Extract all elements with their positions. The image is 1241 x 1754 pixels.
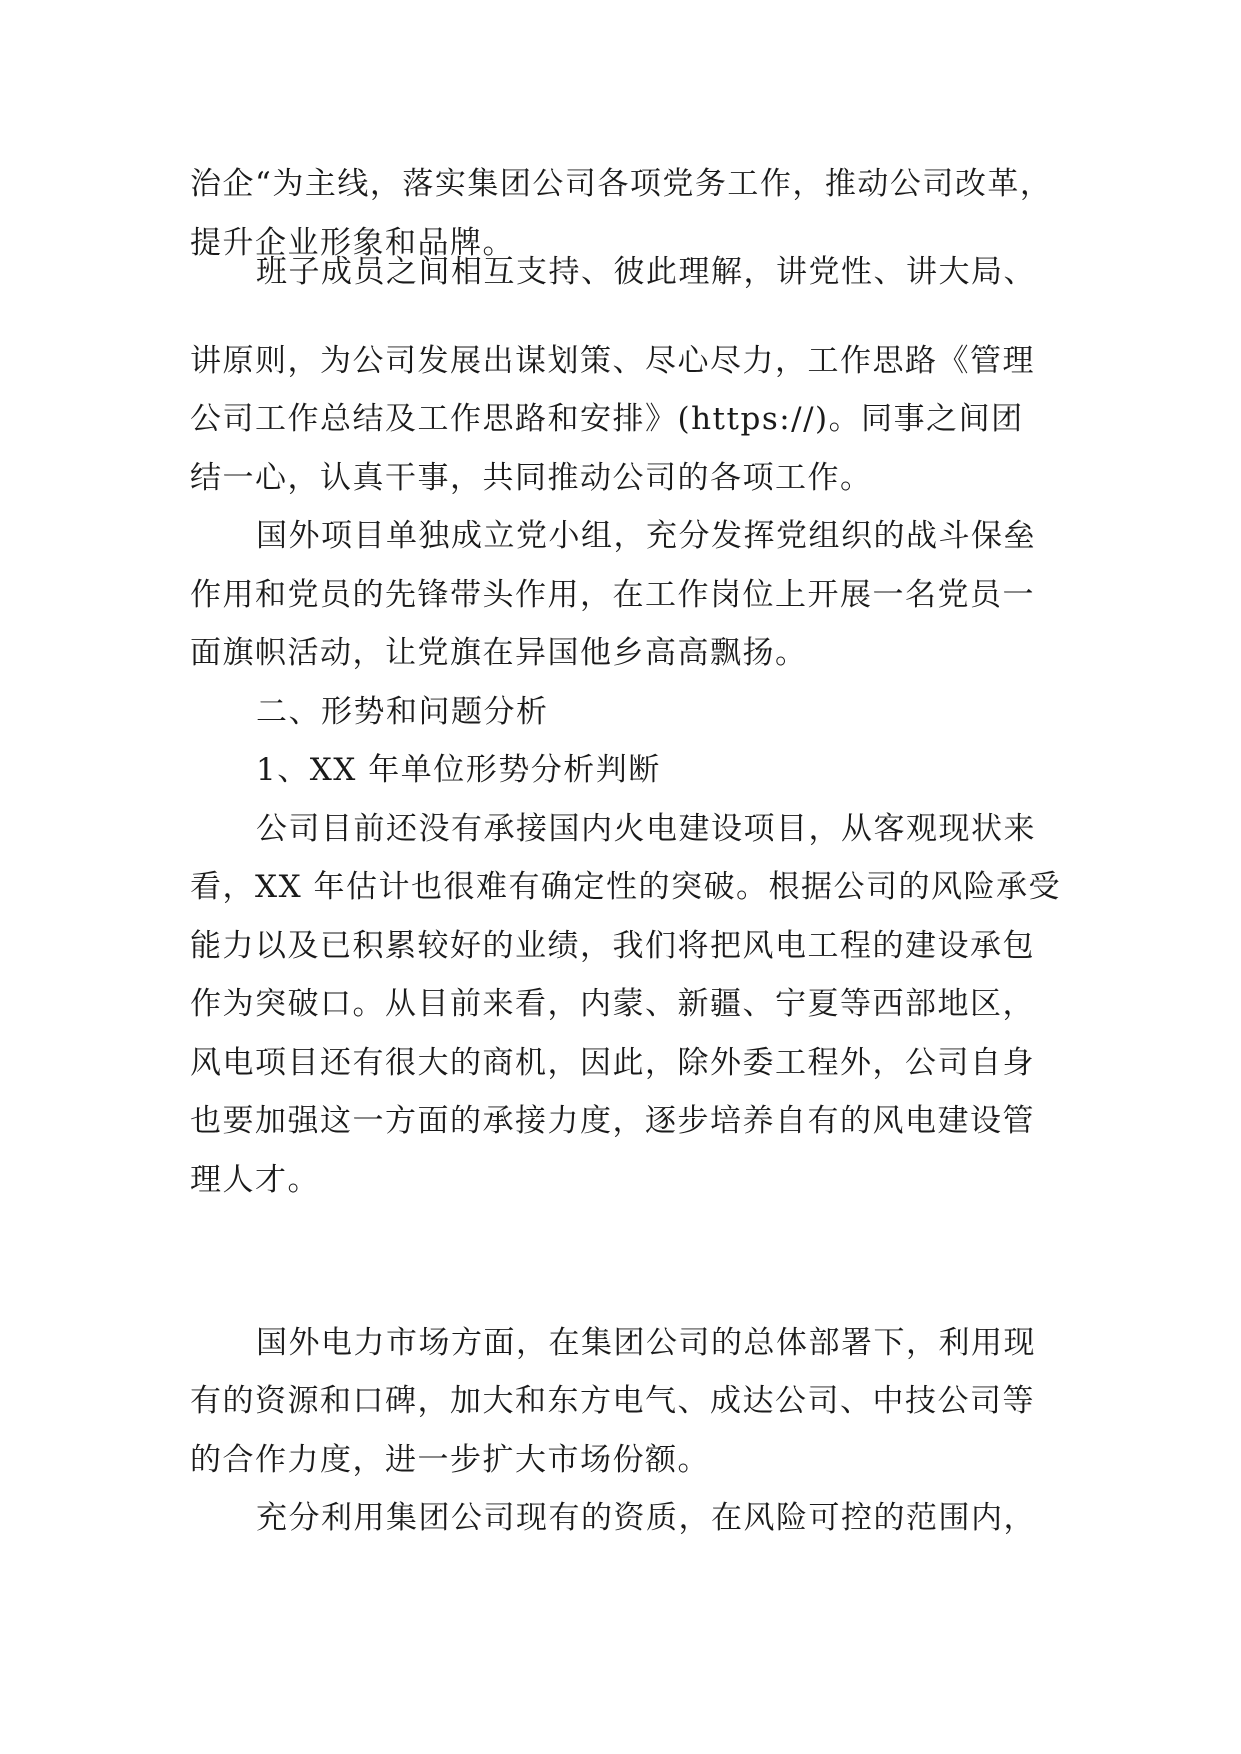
text-line: 能力以及已积累较好的业绩，我们将把风电工程的建设承包 xyxy=(190,928,1035,964)
section-heading: 二、形势和问题分析 xyxy=(256,694,549,730)
text-line: 也要加强这一方面的承接力度，逐步培养自有的风电建设管 xyxy=(190,1103,1035,1139)
text-line: 结一心，认真干事，共同推动公司的各项工作。 xyxy=(190,460,873,496)
text-line: 面旗帜活动，让党旗在异国他乡高高飘扬。 xyxy=(190,635,808,671)
text-line: 治企“为主线，落实集团公司各项党务工作，推动公司改革， xyxy=(190,166,1053,202)
text-line: 风电项目还有很大的商机，因此，除外委工程外，公司自身 xyxy=(190,1045,1035,1081)
text-line: 国外电力市场方面，在集团公司的总体部署下，利用现 xyxy=(256,1325,1036,1361)
text-line: 理人才。 xyxy=(190,1162,320,1198)
text-line: 有的资源和口碑，加大和东方电气、成达公司、中技公司等 xyxy=(190,1383,1035,1419)
text-line: 作用和党员的先锋带头作用，在工作岗位上开展一名党员一 xyxy=(190,577,1035,613)
subsection-heading: 1、XX 年单位形势分析判断 xyxy=(256,752,661,788)
text-line: 提升企业形象和品牌。 xyxy=(190,225,515,261)
text-line: 看，XX 年估计也很难有确定性的突破。根据公司的风险承受 xyxy=(190,869,1061,905)
text-line: 的合作力度，进一步扩大市场份额。 xyxy=(190,1442,710,1478)
text-line: 讲原则，为公司发展出谋划策、尽心尽力，工作思路《管理 xyxy=(190,343,1035,379)
text-line: 国外项目单独成立党小组，充分发挥党组织的战斗保垒 xyxy=(256,518,1036,554)
text-line: 公司目前还没有承接国内火电建设项目，从客观现状来 xyxy=(256,811,1036,847)
text-line: 公司工作总结及工作思路和安排》(https://)。同事之间团 xyxy=(190,401,1024,437)
text-line: 班子成员之间相互支持、彼此理解，讲党性、讲大局、 xyxy=(256,254,1036,290)
text-line: 充分利用集团公司现有的资质，在风险可控的范围内， xyxy=(256,1500,1036,1536)
text-line: 作为突破口。从目前来看，内蒙、新疆、宁夏等西部地区， xyxy=(190,986,1035,1022)
